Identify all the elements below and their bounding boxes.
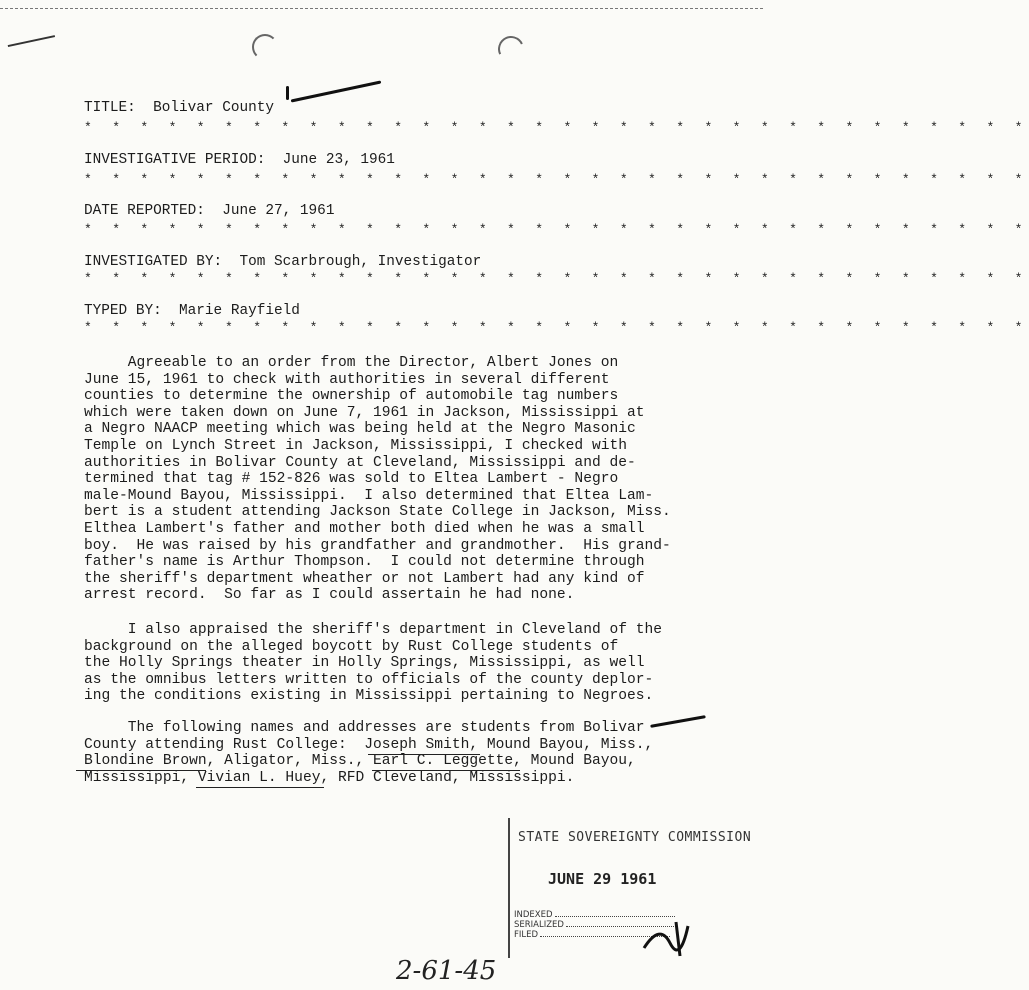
handwritten-file-number: 2-61-45 (396, 956, 497, 986)
text-line: The following names and addresses are students from Bolivar (84, 720, 645, 736)
underline-blondine-brown (76, 770, 206, 771)
underline-joseph-smith (368, 754, 480, 755)
title-label: TITLE: (84, 100, 136, 116)
ink-scribble-icon (640, 918, 692, 958)
paragraph-2 (84, 622, 684, 705)
star-divider-3: * * * * * * * * * * * * * * * * * * * * * * * * * * * * * * * * * * (84, 222, 1029, 237)
title-value: Bolivar County (153, 100, 275, 116)
text-line: background on the alleged boycott by Rust College students of (84, 638, 619, 655)
underline-vivian-huey (196, 787, 324, 788)
typed-value: Marie Rayfield (179, 303, 300, 319)
underline-earl-leggette (372, 770, 520, 771)
text-line: father's name is Arthur Thompson. I could not determine through (84, 554, 645, 571)
stamp-date: JUNE 29 1961 (548, 870, 657, 888)
text-line: Elthea Lambert's father and mother both died when he was a small (84, 520, 645, 537)
text-line: Temple on Lynch Street in Jackson, Mississippi, I checked with (84, 437, 627, 454)
period-label: INVESTIGATIVE PERIOD: (84, 152, 266, 168)
stamp-heading: STATE SOVEREIGNTY COMMISSION (518, 830, 752, 845)
text-line: termined that tag # 152-826 was sold to Eltea Lambert - Negro (84, 471, 619, 488)
period-value: June 23, 1961 (282, 152, 395, 168)
margin-mark (8, 35, 57, 53)
typed-label: TYPED BY: (84, 303, 162, 319)
stamp-filed: FILED (514, 930, 670, 940)
page-top-edge (0, 0, 763, 9)
text-line: the sheriff's department wheather or not Lambert had any kind of (84, 570, 645, 587)
text-line: authorities in Bolivar County at Cleveland, Mississippi and de- (84, 454, 636, 471)
investigator-label: INVESTIGATED BY: (84, 254, 223, 270)
star-divider-5: * * * * * * * * * * * * * * * * * * * * * * * * * * * * * * * * * * (84, 320, 1029, 335)
reported-label: DATE REPORTED: (84, 203, 205, 219)
text-line: County attending Rust College: Joseph Smith, Mound Bayou, Miss., (84, 736, 654, 753)
text-line: as the omnibus letters written to officials of the county deplor- (84, 671, 654, 688)
reported-value: June 27, 1961 (222, 203, 335, 219)
star-divider-1: * * * * * * * * * * * * * * * * * * * * * * * * * * * * * * * * * * (84, 120, 1029, 135)
period-line (84, 152, 395, 169)
ink-checkmark-stroke (286, 86, 289, 100)
text-line: male-Mound Bayou, Mississippi. I also determined that Eltea Lam- (84, 487, 654, 504)
star-divider-2: * * * * * * * * * * * * * * * * * * * * * * * * * * * * * * * * * * (84, 172, 1029, 187)
investigator-line (84, 254, 481, 271)
punch-hole-right (494, 32, 527, 65)
text-line: arrest record. So far as I could assertain he had none. (84, 587, 575, 604)
text-line: a Negro NAACP meeting which was being held at the Negro Masonic (84, 421, 636, 438)
reported-line (84, 203, 334, 220)
title-line (84, 100, 274, 117)
text-line: ing the conditions existing in Mississippi pertaining to Negroes. (84, 688, 654, 705)
sovereignty-stamp (508, 818, 752, 958)
paragraph-1 (84, 355, 684, 604)
stamp-indexed: INDEXED (514, 910, 675, 920)
investigator-value: Tom Scarbrough, Investigator (239, 254, 482, 270)
text-line: Mississippi, Vivian L. Huey, RFD Cleveland, Mississippi. (84, 769, 575, 786)
typed-line (84, 303, 300, 320)
stamp-serialized: SERIALIZED (514, 920, 678, 930)
text-line: counties to determine the ownership of automobile tag numbers (84, 388, 619, 405)
text-line: which were taken down on June 7, 1961 in Jackson, Mississippi at (84, 404, 645, 421)
text-line: boy. He was raised by his grandfather and grandmother. His grand- (84, 537, 671, 554)
text-line: I also appraised the sheriff's department in Cleveland of the (84, 622, 663, 638)
text-line: bert is a student attending Jackson State College in Jackson, Miss. (84, 504, 671, 521)
text-line: June 15, 1961 to check with authorities in several different (84, 371, 610, 388)
text-line: the Holly Springs theater in Holly Springs, Mississippi, as well (84, 655, 645, 672)
text-line: Agreeable to an order from the Director, Albert Jones on (84, 355, 619, 371)
ink-checkmark-title (291, 80, 382, 102)
star-divider-4: * * * * * * * * * * * * * * * * * * * * * * * * * * * * * * * * * * (84, 271, 1029, 286)
punch-hole-left (252, 34, 278, 60)
text-line: Blondine Brown, Aligator, Miss., Earl C. Leggette, Mound Bayou, (84, 753, 636, 770)
